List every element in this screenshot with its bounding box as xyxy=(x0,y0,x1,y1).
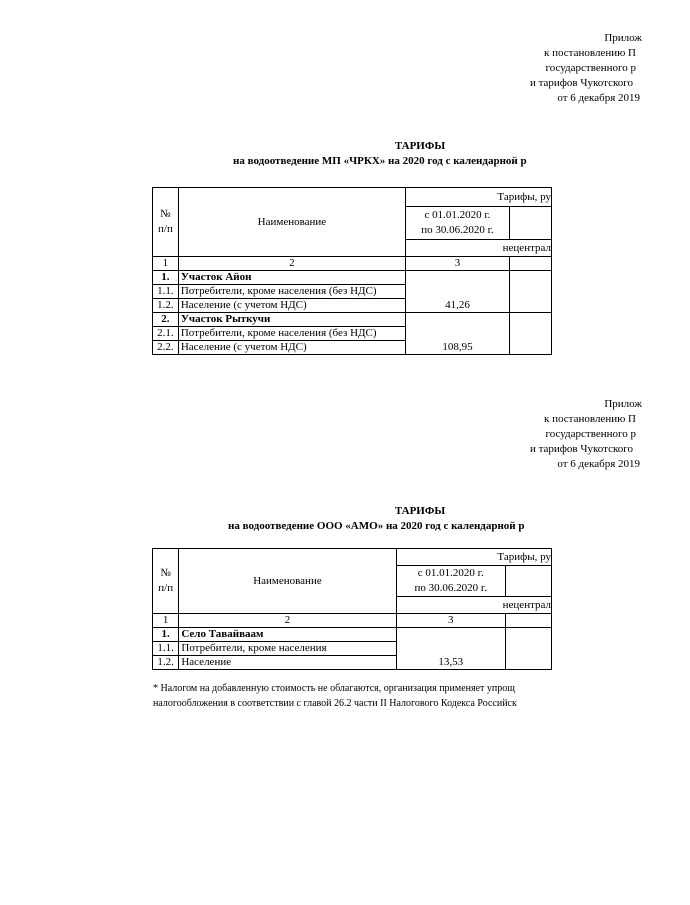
appendix-line: от 6 декабря 2019 xyxy=(557,458,640,470)
header-subhead: нецентрал xyxy=(406,240,552,257)
header-num: № п/п xyxy=(153,549,179,614)
row-num: 2. xyxy=(153,313,179,327)
row-num: 1.1. xyxy=(153,285,179,299)
appendix-header-1 xyxy=(376,31,642,106)
table2-title: ТАРИФЫ xyxy=(394,505,446,517)
row-name: Село Тавайваам xyxy=(179,628,396,642)
tariff-table-2 xyxy=(152,548,552,670)
header-tariffs: Тарифы, ру xyxy=(406,188,552,207)
row-name: Участок Айон xyxy=(178,271,405,285)
row-num: 1. xyxy=(153,271,179,285)
table1-subtitle: на водоотведение МП «ЧРКХ» на 2020 год с календарной р xyxy=(233,155,527,167)
row-name: Потребители, кроме населения (без НДС) xyxy=(178,327,405,341)
appendix-line: от 6 декабря 2019 xyxy=(557,92,640,104)
appendix-line: государственного р xyxy=(545,62,636,74)
appendix-line: и тарифов Чукотского xyxy=(529,443,633,455)
appendix-line: государственного р xyxy=(545,428,636,440)
header-period xyxy=(396,566,505,597)
row-name: Потребители, кроме населения (без НДС) xyxy=(178,285,405,299)
appendix-line: к постановлению П xyxy=(544,47,636,59)
header-name: Наименование xyxy=(178,188,405,257)
col-num-1: 1 xyxy=(153,257,179,271)
row-value-2 xyxy=(509,313,551,355)
header-period xyxy=(406,207,510,240)
footnote-line: налогообложения в соответствии с главой 26.2 части II Налогового Кодекса Российск xyxy=(153,698,517,709)
table-row xyxy=(153,628,552,642)
col-num-3: 3 xyxy=(396,614,505,628)
table-row xyxy=(153,271,552,285)
header-tariffs: Тарифы, ру xyxy=(396,549,551,566)
col-num-1: 1 xyxy=(153,614,179,628)
period-line: по 30.06.2020 г. xyxy=(421,224,494,236)
footnote xyxy=(153,681,517,711)
row-num: 1. xyxy=(153,628,179,642)
row-value-2 xyxy=(505,628,551,670)
col-num-2: 2 xyxy=(179,614,396,628)
row-num: 2.1. xyxy=(153,327,179,341)
row-value: 108,95 xyxy=(406,313,510,355)
table2-subtitle: на водоотведение ООО «АМО» на 2020 год с календарной р xyxy=(228,520,525,532)
col-num-4 xyxy=(509,257,551,271)
footnote-line: * Налогом на добавленную стоимость не облагаются, организация применяет упрощ xyxy=(153,683,515,694)
col-num-2: 2 xyxy=(178,257,405,271)
period-line: по 30.06.2020 г. xyxy=(414,582,487,594)
row-name: Население xyxy=(179,656,396,670)
header-num: № п/п xyxy=(153,188,179,257)
row-name: Население (с учетом НДС) xyxy=(178,341,405,355)
tariff-table-1 xyxy=(152,187,552,355)
row-num: 1.2. xyxy=(153,656,179,670)
row-name: Население (с учетом НДС) xyxy=(178,299,405,313)
table1-title: ТАРИФЫ xyxy=(394,140,446,152)
row-num: 2.2. xyxy=(153,341,179,355)
period-line: с 01.01.2020 г. xyxy=(424,209,491,221)
row-value: 13,53 xyxy=(396,628,505,670)
appendix-header-2 xyxy=(376,397,642,472)
header-period-2 xyxy=(505,566,551,597)
row-value: 41,26 xyxy=(406,271,510,313)
header-period-2 xyxy=(509,207,551,240)
appendix-line: Прилож xyxy=(604,398,642,410)
table-row xyxy=(153,313,552,327)
row-name: Участок Рыткучи xyxy=(178,313,405,327)
appendix-line: Прилож xyxy=(604,32,642,44)
header-name: Наименование xyxy=(179,549,396,614)
row-num: 1.1. xyxy=(153,642,179,656)
row-value-2 xyxy=(509,271,551,313)
col-num-4 xyxy=(505,614,551,628)
appendix-line: к постановлению П xyxy=(544,413,636,425)
appendix-line: и тарифов Чукотского xyxy=(529,77,633,89)
row-num: 1.2. xyxy=(153,299,179,313)
row-name: Потребители, кроме населения xyxy=(179,642,396,656)
period-line: с 01.01.2020 г. xyxy=(417,567,484,579)
header-subhead: нецентрал xyxy=(396,597,551,614)
col-num-3: 3 xyxy=(406,257,510,271)
